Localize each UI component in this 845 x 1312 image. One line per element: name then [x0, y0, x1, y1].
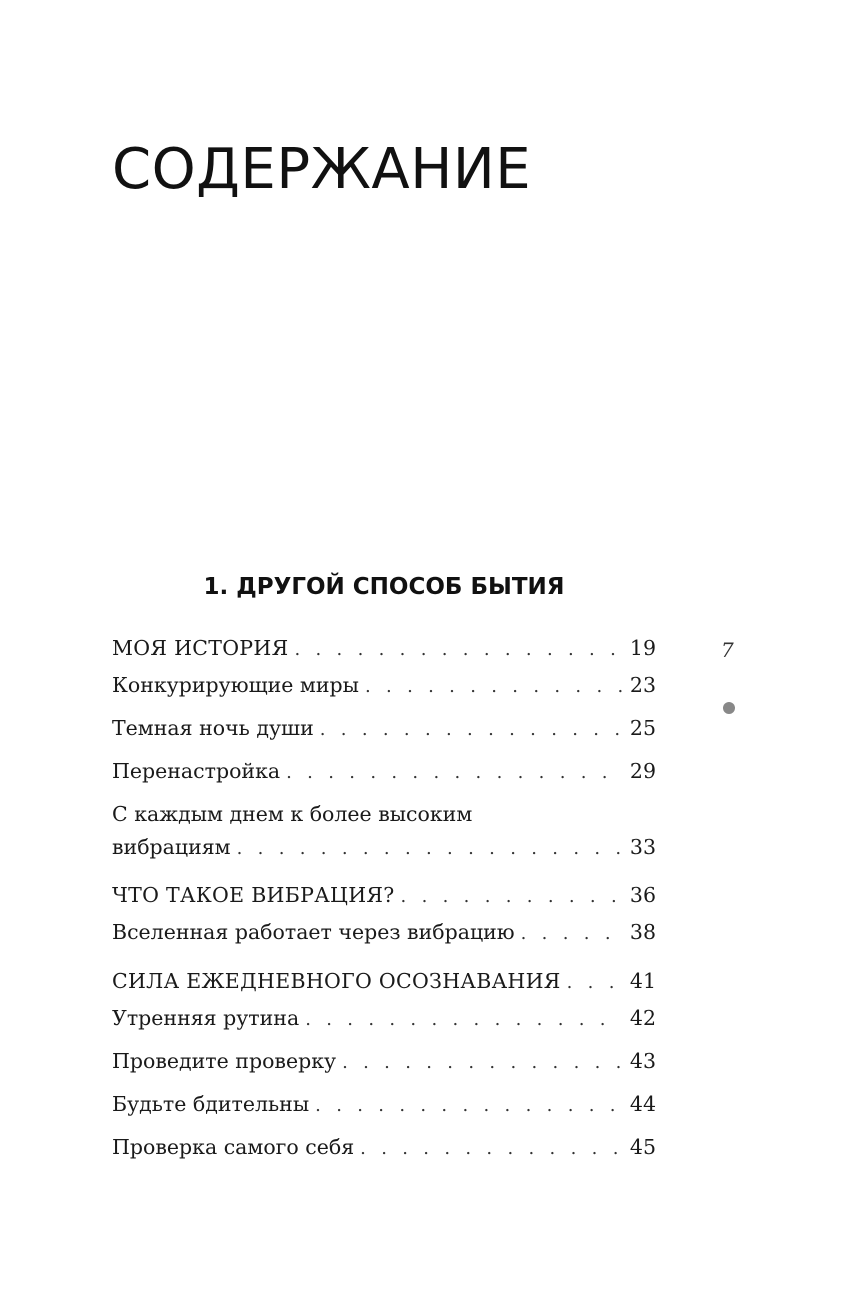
toc-entry-run-check[interactable] [112, 1046, 656, 1076]
toc-dot-leader [567, 968, 622, 998]
toc-entry-title-continued: вибрациям [112, 835, 231, 859]
toc-page-number: 42 [629, 1006, 656, 1030]
toc-page-number: 19 [629, 636, 656, 660]
toc-entry-title: Проведите проверку [112, 1049, 337, 1073]
toc-entry-title: Будьте бдительны [112, 1092, 310, 1116]
toc-page-number: 41 [629, 969, 656, 993]
toc-entry-universe-vibration[interactable] [112, 917, 656, 947]
toc-entry-title: Конкурирующие миры [112, 673, 359, 697]
toc-dot-leader [365, 672, 622, 702]
toc-entry-be-vigilant[interactable] [112, 1089, 656, 1119]
page-title: СОДЕРЖАНИЕ [112, 137, 532, 202]
toc-entry-higher-vibrations[interactable] [112, 799, 656, 862]
toc-entry-my-story[interactable] [112, 633, 656, 663]
toc-entry-daily-awareness[interactable] [112, 966, 656, 996]
toc-entry-dark-night[interactable] [112, 713, 656, 743]
toc-page-number: 23 [629, 673, 656, 697]
toc-entry-title: ЧТО ТАКОЕ ВИБРАЦИЯ? [112, 883, 395, 907]
toc-dot-leader [360, 1134, 622, 1164]
toc-entry-title: Утренняя рутина [112, 1006, 300, 1030]
toc-entry-morning-routine[interactable] [112, 1003, 656, 1033]
toc-entry-competing-worlds[interactable] [112, 670, 656, 700]
toc-entry-self-check[interactable] [112, 1132, 656, 1162]
toc-dot-leader [305, 1005, 622, 1035]
toc-entry-title: Темная ночь души [112, 716, 314, 740]
toc-dot-leader [521, 919, 622, 949]
margin-dot-icon [723, 702, 735, 714]
toc-entry-title: Перенастройка [112, 759, 281, 783]
toc-dot-leader [294, 635, 621, 665]
toc-entry-what-is-vibration[interactable] [112, 880, 656, 910]
section-title: 1. ДРУГОЙ СПОСОБ БЫТИЯ [203, 574, 565, 600]
toc-dot-leader [401, 882, 622, 912]
toc-entry-title: МОЯ ИСТОРИЯ [112, 636, 289, 660]
toc-dot-leader [320, 715, 622, 745]
toc-page-number: 43 [629, 1049, 656, 1073]
toc-page-number: 33 [629, 835, 656, 859]
toc-page-number: 36 [629, 883, 656, 907]
toc-dot-leader [342, 1048, 622, 1078]
toc-entry-title: Проверка самого себя [112, 1135, 355, 1159]
toc-page-number: 38 [629, 920, 656, 944]
toc-entry-title: Вселенная работает через вибрацию [112, 920, 515, 944]
toc-page-number: 25 [629, 716, 656, 740]
toc-page-number: 29 [629, 759, 656, 783]
page-number: 7 [721, 638, 734, 662]
toc-dot-leader [315, 1091, 622, 1121]
toc-entry-retuning[interactable] [112, 756, 656, 786]
toc-entry-title: С каждым днем к более высоким [112, 802, 473, 826]
toc-entry-title: СИЛА ЕЖЕДНЕВНОГО ОСОЗНАВАНИЯ [112, 969, 561, 993]
toc-page-number: 44 [629, 1092, 656, 1116]
toc-dot-leader [286, 758, 622, 788]
toc-dot-leader [237, 834, 622, 864]
toc-page-number: 45 [629, 1135, 656, 1159]
